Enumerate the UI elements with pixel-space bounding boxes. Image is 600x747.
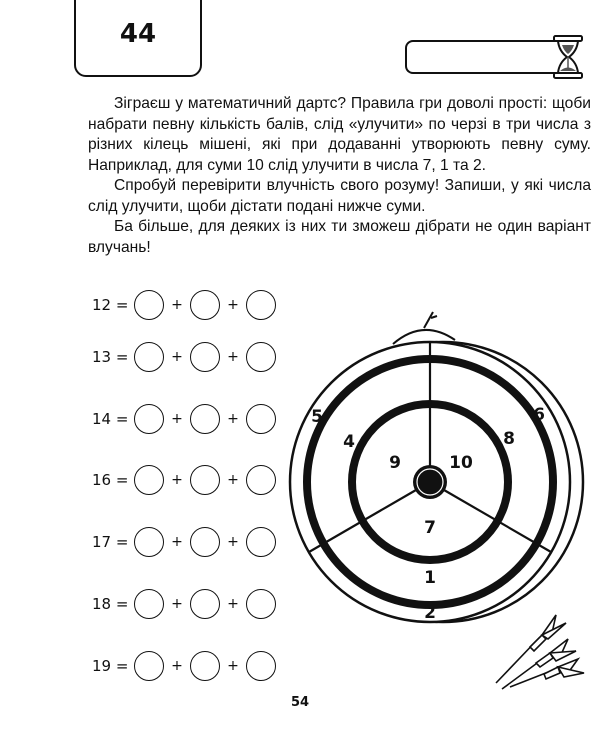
outer-ring-value: 2: [424, 603, 436, 623]
middle-ring-value: 8: [503, 429, 515, 449]
plus-sign: +: [227, 658, 239, 674]
answer-circle[interactable]: [246, 342, 276, 372]
equation-row-18: [92, 587, 276, 621]
plus-sign: +: [227, 297, 239, 313]
answer-circle[interactable]: [246, 651, 276, 681]
plus-sign: +: [171, 297, 183, 313]
bullseye-value: 7: [424, 518, 436, 538]
equation-row-17: [92, 525, 276, 559]
plus-sign: +: [227, 411, 239, 427]
answer-circle[interactable]: [190, 589, 220, 619]
task-number-box: [74, 0, 202, 77]
bullseye-value: 10: [449, 453, 473, 473]
plus-sign: +: [171, 411, 183, 427]
answer-circle[interactable]: [190, 527, 220, 557]
darts-icon: [490, 603, 590, 693]
equation-label: 18 =: [92, 595, 129, 613]
answer-circle[interactable]: [190, 290, 220, 320]
page-number: 54: [290, 695, 310, 710]
equation-row-14: [92, 402, 276, 436]
answer-circle[interactable]: [134, 651, 164, 681]
answer-circle[interactable]: [190, 465, 220, 495]
answer-circle[interactable]: [134, 290, 164, 320]
paragraph-task: Спробуй перевірити влучність свого розуму! Запиши, у які числа слід улучити, щоби дістати подані нижче суми.: [88, 177, 591, 215]
equation-row-19: [92, 649, 276, 683]
answer-circle[interactable]: [134, 589, 164, 619]
equation-label: 13 =: [92, 348, 129, 366]
answer-circle[interactable]: [190, 404, 220, 434]
equation-label: 14 =: [92, 410, 129, 428]
answer-circle[interactable]: [190, 651, 220, 681]
instructions: [88, 94, 591, 258]
outer-ring-value: 5: [311, 407, 323, 427]
middle-ring-value: 1: [424, 568, 436, 588]
middle-ring-value: 4: [343, 432, 355, 452]
equation-row-16: [92, 463, 276, 497]
answer-circle[interactable]: [134, 404, 164, 434]
dartboard: [285, 300, 595, 640]
answer-circle[interactable]: [134, 465, 164, 495]
plus-sign: +: [171, 349, 183, 365]
task-number: 44: [119, 18, 157, 49]
plus-sign: +: [227, 596, 239, 612]
answer-circle[interactable]: [246, 465, 276, 495]
paragraph-extra: Ба більше, для деяких із них ти зможеш дібрати не один варіант влучань!: [88, 218, 591, 256]
paragraph-rules: Зіграєш у математичний дартс? Правила гри доволі прості: щоби набрати певну кількість балів, слід «улучити» по черзі в три числа з різних кілець мішені, які при додаванні утворюють певну суму. Наприклад, для суми 10 слід улучити в числа 7, 1 та 2.: [88, 95, 591, 174]
outer-ring-value: 6: [533, 405, 545, 425]
answer-circle[interactable]: [246, 290, 276, 320]
plus-sign: +: [171, 472, 183, 488]
nail-icon: [424, 312, 437, 328]
plus-sign: +: [227, 534, 239, 550]
bullseye-value: 9: [389, 453, 401, 473]
plus-sign: +: [171, 658, 183, 674]
answer-circle[interactable]: [190, 342, 220, 372]
plus-sign: +: [171, 534, 183, 550]
equation-label: 16 =: [92, 471, 129, 489]
answer-circle[interactable]: [134, 342, 164, 372]
answer-circle[interactable]: [246, 527, 276, 557]
equation-label: 19 =: [92, 657, 129, 675]
equation-label: 12 =: [92, 296, 129, 314]
answer-circle[interactable]: [134, 527, 164, 557]
plus-sign: +: [227, 472, 239, 488]
equation-label: 17 =: [92, 533, 129, 551]
plus-sign: +: [171, 596, 183, 612]
answer-circle[interactable]: [246, 404, 276, 434]
time-bar: [405, 40, 557, 74]
equation-row-12: [92, 288, 276, 322]
equation-row-13: [92, 340, 276, 374]
plus-sign: +: [227, 349, 239, 365]
answer-circle[interactable]: [246, 589, 276, 619]
hourglass-icon: [550, 34, 586, 80]
bull-inner: [417, 469, 443, 495]
